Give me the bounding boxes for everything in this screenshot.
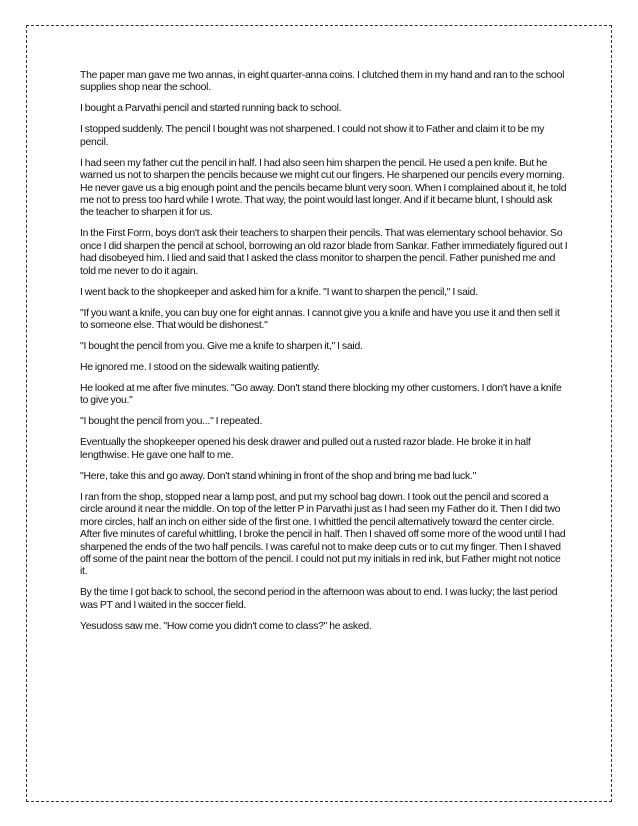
paragraph: "I bought the pencil from you. Give me a knife to sharpen it," I said.: [80, 341, 363, 353]
paragraph: He looked at me after five minutes. "Go away. Don't stand there blocking my other customers. I don't have a knife to give you.": [80, 383, 562, 407]
paragraph: In the First Form, boys don't ask their teachers to sharpen their pencils. That was elementary school behavior. So once I did sharpen the pencil at school, borrowing an old razor blade from Sankar. Father immediately figured out I had disobeyed him. I lied and said that I asked the class monitor to sharpen the pencil. Father punished me and told me never to do it again.: [80, 228, 568, 277]
paragraph: I had seen my father cut the pencil in half. I had also seen him sharpen the pencil. He used a pen knife. But he warned us not to sharpen the pencils because we might cut our fingers. He sharpened our pencils every morning. He never gave us a big enough point and the pencils became blunt very soon. When I complained about it, he told me not to press too hard while I wrote. That way, the point would last longer. And if it became blunt, I should ask the teacher to sharpen it for us.: [80, 157, 567, 219]
paragraph: I ran from the shop, stopped near a lamp post, and put my school bag down. I took out the pencil and scored a circle around it near the middle. On top of the letter P in Parvathi just as I had seen my Father do it. Then I did two more circles, half an inch on either side of the first one. I whittled the pencil alternatively toward the center circle. After five minutes of careful whittling, I broke the pencil in half. Then I shaved off some more of the wood until I had sharpened the ends of the two half pencils. I was careful not to make deep cuts or to cut my finger. Then I shaved off some of the paint near the bottom of the pencil. I could not put my initials in red ink, but Father might not notice it.: [80, 491, 566, 578]
paragraph: "Here, take this and go away. Don't stand whining in front of the shop and bring me bad luck.": [80, 470, 477, 482]
document-body: [80, 70, 568, 642]
paragraph: "If you want a knife, you can buy one for eight annas. I cannot give you a knife and have you use it and then sell it to someone else. That would be dishonest.": [80, 307, 560, 332]
paragraph: I stopped suddenly. The pencil I bought was not sharpened. I could not show it to Father and claim it to be my pencil.: [80, 124, 545, 148]
paragraph: The paper man gave me two annas, in eight quarter-anna coins. I clutched them in my hand and ran to the school supplies shop near the school.: [80, 70, 565, 94]
paragraph: He ignored me. I stood on the sidewalk waiting patiently.: [80, 362, 320, 374]
paragraph: Yesudoss saw me. "How come you didn't come to class?" he asked.: [80, 620, 372, 632]
paragraph: By the time I got back to school, the second period in the afternoon was about to end. I was lucky; the last period was PT and I waited in the soccer field.: [80, 587, 558, 611]
paragraph: I bought a Parvathi pencil and started running back to school.: [80, 103, 342, 115]
paragraph: I went back to the shopkeeper and asked him for a knife. "I want to sharpen the pencil," I said.: [80, 286, 478, 298]
paragraph: "I bought the pencil from you..." I repeated.: [80, 416, 263, 428]
paragraph: Eventually the shopkeeper opened his desk drawer and pulled out a rusted razor blade. He broke it in half lengthwise. He gave one half to me.: [80, 437, 531, 461]
